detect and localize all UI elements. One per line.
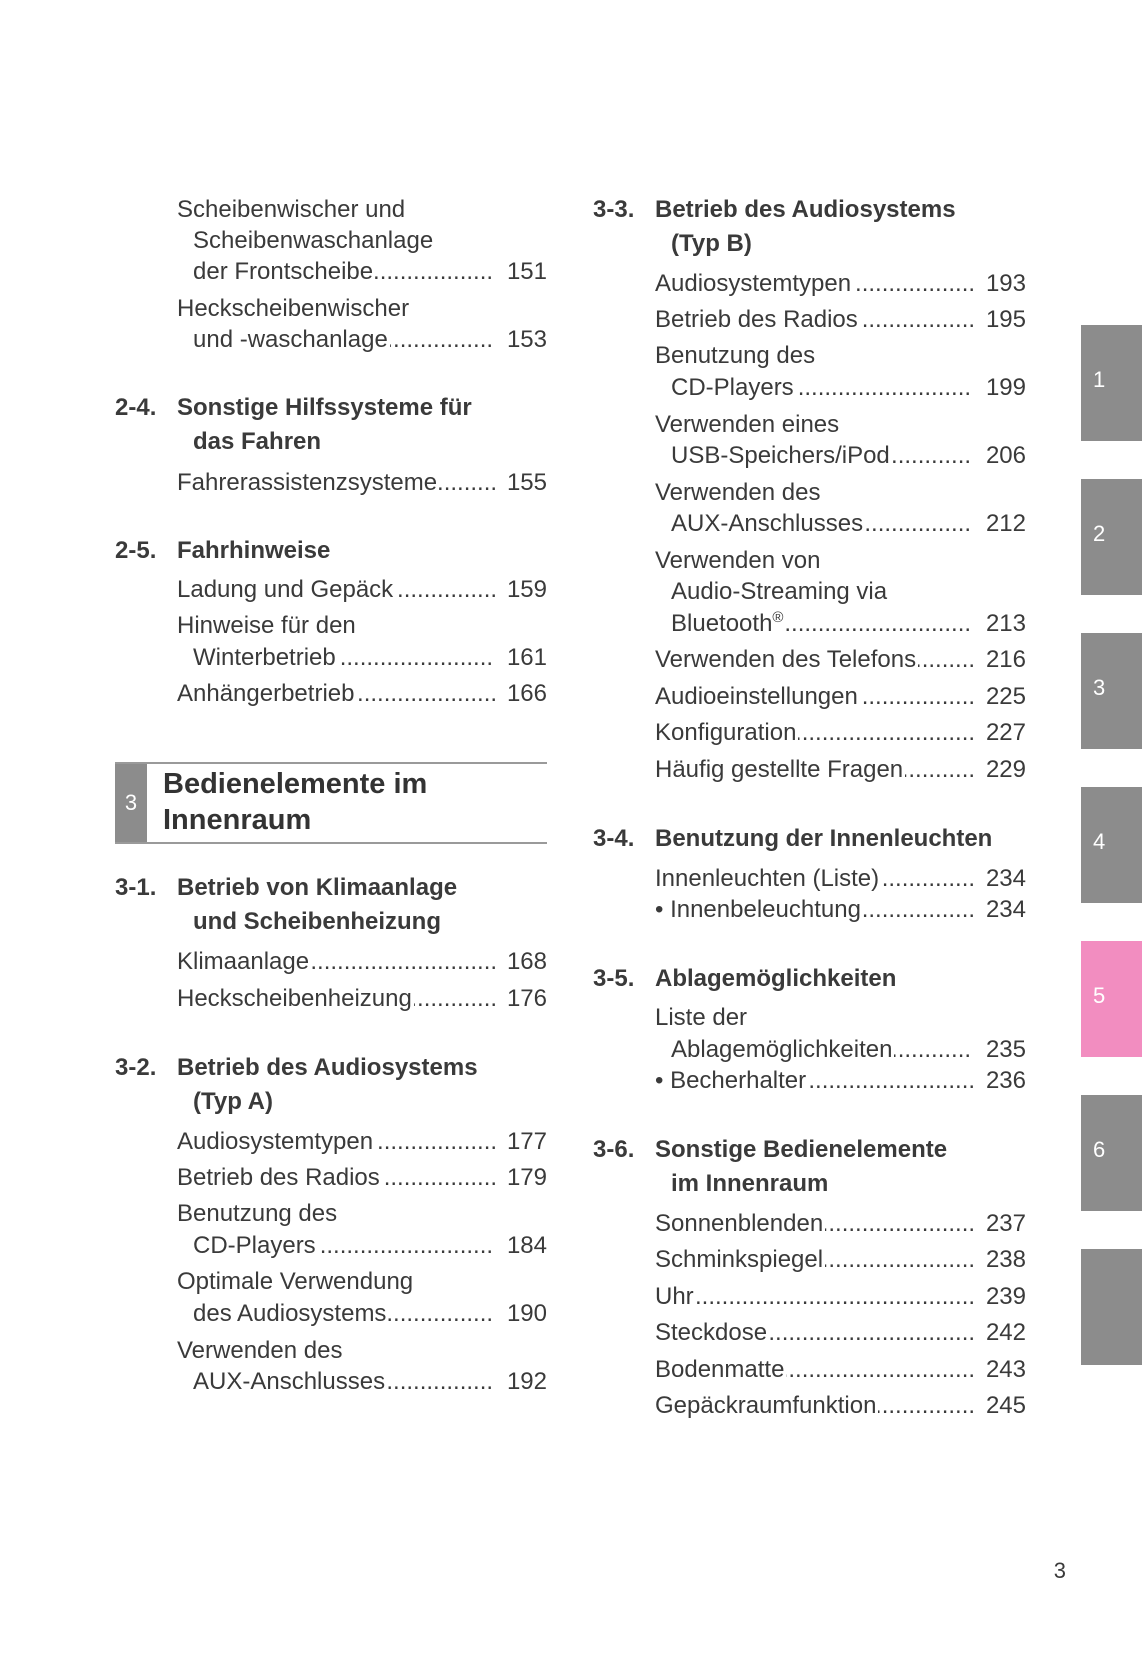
toc-entry-text: Hinweise für den: [177, 612, 356, 639]
toc-entry-link[interactable]: Verwenden des Telefons: [655, 646, 917, 673]
toc-entry-text: Audio-Streaming via: [671, 578, 888, 605]
toc-entry-text: Verwenden des: [655, 479, 821, 506]
section-number: 3-6.: [593, 1136, 635, 1163]
toc-entry-link[interactable]: Ablagemöglichkeiten: [671, 1036, 893, 1063]
section-title: Ablagemöglichkeiten: [655, 965, 897, 992]
toc-entry-link[interactable]: • Innenbeleuchtung: [655, 896, 861, 923]
toc-page-number[interactable]: 239: [985, 1283, 1026, 1310]
toc-entry-link[interactable]: Gepäckraumfunktion: [655, 1392, 877, 1419]
toc-entry-text: Benutzung des: [177, 1200, 338, 1227]
section-title: das Fahren: [193, 428, 322, 455]
chapter-tab-label: 1: [1093, 367, 1106, 392]
section-title: Betrieb des Audiosystems: [655, 196, 956, 223]
toc-page-number[interactable]: 153: [506, 326, 547, 353]
section-number: 2-5.: [115, 537, 157, 564]
toc-entry-text: Scheibenwischer und: [177, 196, 406, 223]
chapter-tab-2[interactable]: [1081, 479, 1142, 595]
chapter-header: [115, 762, 547, 844]
toc-page-number[interactable]: 159: [506, 576, 547, 603]
toc-entry-link[interactable]: Betrieb des Radios: [177, 1164, 380, 1191]
chapter-number: 3: [115, 764, 147, 842]
toc-entry-link[interactable]: Bodenmatte: [655, 1356, 785, 1383]
toc-entry-link[interactable]: [671, 609, 785, 639]
toc-page-number[interactable]: 155: [506, 469, 547, 496]
section-title: und Scheibenheizung: [193, 908, 442, 935]
toc-page-number[interactable]: 238: [985, 1246, 1026, 1273]
toc-entry-link[interactable]: Steckdose: [655, 1319, 768, 1346]
toc-page-number[interactable]: 161: [506, 644, 547, 671]
toc-page-number[interactable]: 192: [506, 1368, 547, 1395]
toc-page-number[interactable]: 229: [985, 756, 1026, 783]
toc-entry-link[interactable]: Sonnenblenden: [655, 1210, 824, 1237]
chapter-tab-label: 5: [1093, 983, 1106, 1008]
toc-page-number[interactable]: 243: [985, 1356, 1026, 1383]
chapter-tab-5-active[interactable]: [1081, 941, 1142, 1057]
chapter-title: Bedienelemente im: [163, 768, 428, 800]
toc-page-number[interactable]: 184: [506, 1232, 547, 1259]
section-number: 3-5.: [593, 965, 635, 992]
toc-page-number[interactable]: 235: [985, 1036, 1026, 1063]
toc-entry-link[interactable]: und -waschanlage: [193, 326, 388, 353]
toc-entry-link[interactable]: CD-Players: [193, 1232, 316, 1259]
toc-entry-text: Verwenden eines: [655, 411, 840, 438]
chapter-title: Innenraum: [163, 804, 312, 836]
toc-entry-link[interactable]: des Audiosystems: [193, 1300, 387, 1327]
chapter-tab-1[interactable]: [1081, 325, 1142, 441]
section-title: (Typ A): [193, 1088, 273, 1115]
toc-entry-text: Verwenden von: [655, 547, 821, 574]
toc-entry-link[interactable]: Fahrerassistenzsysteme: [177, 469, 438, 496]
toc-page-number[interactable]: 206: [985, 442, 1026, 469]
toc-entry-link[interactable]: Anhängerbetrieb: [177, 680, 355, 707]
registered-mark: ®: [772, 609, 784, 626]
toc-entry-link[interactable]: Konfiguration: [655, 719, 797, 746]
toc-page-number[interactable]: 216: [985, 646, 1026, 673]
toc-entry-link[interactable]: AUX-Anschlusses: [193, 1368, 386, 1395]
toc-entry-link[interactable]: Ladung und Gepäck: [177, 576, 394, 603]
toc-entry-text: Liste der: [655, 1004, 748, 1031]
toc-entry-text: Verwenden des: [177, 1337, 343, 1364]
toc-entry-link[interactable]: Audiosystemtypen: [177, 1128, 374, 1155]
section-title: Sonstige Bedienelemente: [655, 1136, 948, 1163]
toc-page-number[interactable]: 151: [506, 258, 547, 285]
chapter-tab-4[interactable]: [1081, 787, 1142, 903]
section-title: Fahrhinweise: [177, 537, 331, 564]
toc-entry-link[interactable]: USB-Speichers/iPod: [671, 442, 890, 469]
chapter-tab-label: 3: [1093, 675, 1106, 700]
toc-entry-link[interactable]: Schminkspiegel: [655, 1246, 824, 1273]
toc-page-number[interactable]: 190: [506, 1300, 547, 1327]
toc-page-number[interactable]: 212: [985, 510, 1026, 537]
section-number: 3-4.: [593, 825, 635, 852]
toc-page-number[interactable]: 234: [985, 896, 1026, 923]
toc-entry-link[interactable]: AUX-Anschlusses: [671, 510, 864, 537]
toc-page-number[interactable]: 213: [985, 610, 1026, 637]
toc-page-number[interactable]: 237: [985, 1210, 1026, 1237]
toc-entry-text: Heckscheibenwischer: [177, 295, 410, 322]
chapter-tab-3[interactable]: [1081, 633, 1142, 749]
chapter-tab-label: 4: [1093, 829, 1106, 854]
leader-dots: [655, 1282, 973, 1312]
toc-entry-link[interactable]: CD-Players: [671, 374, 794, 401]
toc-entry-text: Scheibenwaschanlage: [193, 227, 434, 254]
chapter-tab-7[interactable]: [1081, 1249, 1142, 1365]
page-number: 3: [1053, 1558, 1066, 1583]
toc-page-number[interactable]: 177: [506, 1128, 547, 1155]
toc-entry-link[interactable]: der Frontscheibe: [193, 258, 374, 285]
toc-page-number[interactable]: 176: [506, 985, 547, 1012]
toc-entry-link[interactable]: Klimaanlage: [177, 948, 310, 975]
toc-page-number[interactable]: 179: [506, 1164, 547, 1191]
toc-page-number[interactable]: 168: [506, 948, 547, 975]
toc-entry-link[interactable]: Heckscheibenheizung: [177, 985, 412, 1012]
section-number: 3-2.: [115, 1054, 157, 1081]
toc-page-number[interactable]: 234: [985, 865, 1026, 892]
section-title: im Innenraum: [671, 1170, 829, 1197]
chapter-tab-6[interactable]: [1081, 1095, 1142, 1211]
toc-entry-text: Benutzung des: [655, 342, 816, 369]
toc-entry-link[interactable]: Innenleuchten (Liste): [655, 865, 880, 892]
chapter-tab-label: 2: [1093, 521, 1106, 546]
section-title: Betrieb von Klimaanlage: [177, 874, 458, 901]
section-number: 3-3.: [593, 196, 635, 223]
toc-entry-link[interactable]: Audioeinstellungen: [655, 683, 858, 710]
toc-entry-link[interactable]: Häufig gestellte Fragen: [655, 756, 904, 783]
section-title: Betrieb des Audiosystems: [177, 1054, 478, 1081]
section-title: Benutzung der Innenleuchten: [655, 825, 993, 852]
toc-entry-link[interactable]: Winterbetrieb: [193, 644, 336, 671]
toc-entry-text: Optimale Verwendung: [177, 1268, 414, 1295]
section-title: (Typ B): [671, 230, 752, 257]
toc-page-number[interactable]: 227: [985, 719, 1026, 746]
toc-page-number[interactable]: 236: [985, 1067, 1026, 1094]
toc-entry-link[interactable]: Uhr: [655, 1283, 694, 1310]
toc-page-number[interactable]: 195: [985, 306, 1026, 333]
chapter-tab-label: 6: [1093, 1137, 1106, 1162]
section-title: Sonstige Hilfssysteme für: [177, 394, 472, 421]
toc-page-number[interactable]: 199: [985, 374, 1026, 401]
toc-page-number[interactable]: 193: [985, 270, 1026, 297]
toc-page-number[interactable]: 242: [985, 1319, 1026, 1346]
toc-page-number[interactable]: 166: [506, 680, 547, 707]
section-number: 2-4.: [115, 394, 157, 421]
toc-entry-label: Bluetooth: [671, 610, 773, 637]
toc-entry-link[interactable]: • Becherhalter: [655, 1067, 807, 1094]
section-number: 3-1.: [115, 874, 157, 901]
toc-page-number[interactable]: 225: [985, 683, 1026, 710]
toc-page-number[interactable]: 245: [985, 1392, 1026, 1419]
toc-entry-link[interactable]: Betrieb des Radios: [655, 306, 858, 333]
toc-entry-link[interactable]: Audiosystemtypen: [655, 270, 852, 297]
